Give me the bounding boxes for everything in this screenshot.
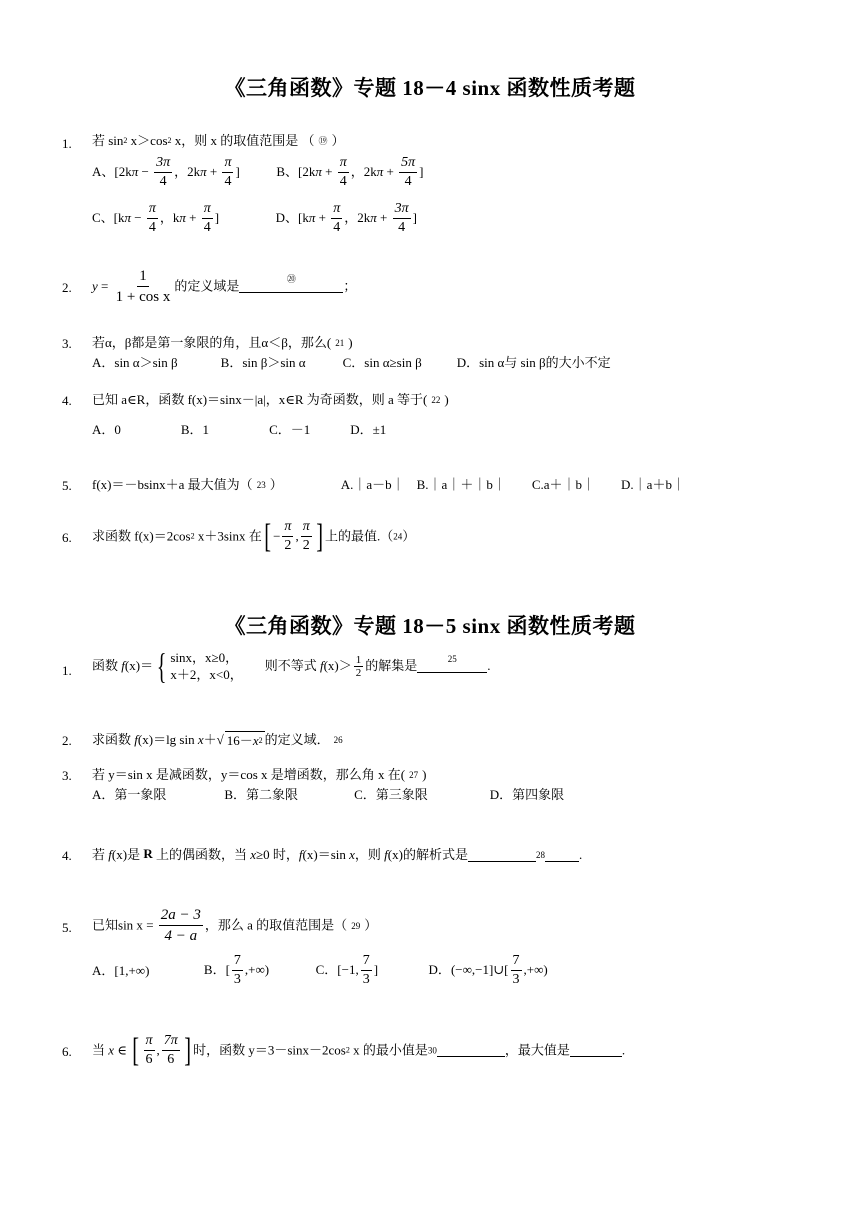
- q3-option-b: B．第二象限: [224, 787, 299, 803]
- answer-marker: 22: [431, 395, 441, 406]
- q6-number: 6.: [62, 1044, 72, 1059]
- q3-option-b: B．sin β＞sin α: [220, 355, 306, 371]
- q1-option-d: D、[kπ + $\frac{\pi}{4}$ ，2kπ + $\frac{3\pi}{4}$ ]: [275, 201, 417, 235]
- q1-number: 1.: [62, 663, 72, 678]
- q1-option-a: A、[2kπ − $\frac{3\pi}{4}$ ，2kπ + $\frac{\pi}{4}$ ]: [92, 155, 240, 189]
- q5-option-d: D．(−∞,−1]∪[ $\frac{7}{3}$ ,+∞): [428, 953, 548, 987]
- q3-options: [92, 354, 611, 371]
- q5-stem: 已知sin x = $\frac{2a - 3}{4 - a}$ ，那么 a 的取值范围是（ 29 ）: [92, 907, 378, 944]
- q5-option-a: A.｜a－b｜: [340, 477, 405, 493]
- q3-stem: 若 y＝sin x 是减函数，y＝cos x 是增函数，那么角 x 在( 27 ): [92, 767, 427, 783]
- q4-stem: 已知 a∈R，函数 f(x)＝sinx－|a|，x∈R 为奇函数，则 a 等于( 22 ): [92, 392, 449, 408]
- q2-number: 2.: [62, 733, 72, 748]
- q5-options: [92, 952, 548, 989]
- answer-marker: 27: [409, 770, 419, 781]
- q3-option-c: C．sin α≥sin β: [342, 355, 422, 371]
- q2-stem: 求函数 f(x)＝lg sin x＋√ 16－x2 的定义域． 26: [92, 732, 343, 749]
- q4-stem: 若 f(x)是 R 上的偶函数，当 x≥0 时，f(x)＝sin x，则 f(x)的解析式是 28 .: [92, 846, 583, 863]
- answer-marker: 24: [393, 531, 403, 542]
- q6-number: 6.: [62, 530, 72, 545]
- q5-number: 5.: [62, 920, 72, 935]
- q5-option-b: B.｜a｜＋｜b｜: [416, 477, 506, 493]
- q1-options-row-1: [92, 154, 423, 191]
- q5-option-c: C.a＋｜b｜: [531, 477, 596, 493]
- q3-number: 3.: [62, 768, 72, 783]
- answer-marker: 26: [333, 735, 343, 746]
- q3-option-a: A．第一象限: [92, 787, 167, 803]
- q1-stem: 若 sin2 x＞cos2 x，则 x 的取值范围是 （ ⑲ ）: [92, 133, 345, 149]
- answer-marker: 30: [427, 1045, 437, 1056]
- q1-option-b: B、[2kπ + $\frac{\pi}{4}$ ，2kπ + $\frac{5\pi}{4}$ ]: [276, 155, 424, 189]
- q6-stem: 求函数 f(x)＝2cos2 x＋3sinx 在[ − $\frac{\pi}{2}$ , $\frac{\pi}{2}$ ] 上的最值.（24）: [92, 517, 416, 555]
- q5-option-a: A．[1,+∞): [92, 963, 150, 978]
- q3-option-d: D．第四象限: [489, 787, 565, 803]
- q4-option-b: B．1: [180, 422, 210, 438]
- q4-number: 4.: [62, 848, 72, 863]
- answer-marker: 25: [447, 653, 457, 664]
- q3-option-c: C．第三象限: [354, 787, 428, 803]
- q3-number: 3.: [62, 336, 72, 351]
- q4-option-c: C．－1: [269, 422, 311, 438]
- q5-option-b: B．[ $\frac{7}{3}$ ,+∞): [203, 953, 270, 987]
- answer-marker: ⑳: [286, 274, 296, 284]
- section-1-title: 《三角函数》专题 18－4 sinx 函数性质考题: [224, 76, 636, 100]
- q5-option-d: D.｜a＋b｜: [621, 477, 685, 493]
- answer-marker: ⑲: [318, 136, 328, 147]
- q5-option-c: C．[−1, $\frac{7}{3}$ ]: [315, 953, 379, 987]
- q3-option-a: A．sin α＞sin β: [92, 355, 178, 371]
- answer-marker: 29: [351, 920, 361, 931]
- q4-option-a: A．0: [92, 422, 121, 438]
- q2-stem: y = $\frac{1}{\text{1 + cos x}}$ 的定义域是 ⑳ ；: [92, 268, 357, 305]
- q1-stem: 函数 f(x)＝ { sinx，x≥0， x＋2，x<0， 则不等式 f(x)＞ $\frac{1}{2}$ 的解集是 25 .: [92, 646, 491, 686]
- q4-options: [92, 421, 386, 438]
- q5-number: 5.: [62, 478, 72, 493]
- section-2-title: 《三角函数》专题 18－5 sinx 函数性质考题: [224, 614, 636, 638]
- q2-number: 2.: [62, 280, 72, 295]
- answer-marker: 28: [535, 850, 545, 861]
- q3-options: [92, 786, 564, 803]
- q5-stem: f(x)＝－bsinx＋a 最大值为（ 23 ） A.｜a－b｜ B.｜a｜＋｜b｜ C.a＋｜b｜ D.｜a＋b｜: [92, 477, 685, 493]
- q1-options-row-2: [92, 200, 417, 237]
- q1-number: 1.: [62, 136, 72, 151]
- q3-option-d: D．sin α与 sin β的大小不定: [456, 355, 611, 371]
- answer-marker: 21: [335, 338, 345, 349]
- q3-stem: 若α，β都是第一象限的角，且α＜β，那么( 21 ): [92, 335, 353, 351]
- q6-stem: 当 x ∈ [ $\frac{\pi}{6}$ , $\frac{7\pi}{6}$ ] 时，函数 y＝3－sinx－2cos2 x 的最小值是30 ，最大值是 .: [92, 1031, 626, 1069]
- q1-option-c: C、[kπ − $\frac{\pi}{4}$ ，kπ + $\frac{\pi}{4}$ ]: [92, 201, 220, 235]
- q4-option-d: D．±1: [350, 422, 387, 438]
- q4-number: 4.: [62, 393, 72, 408]
- answer-marker: 23: [256, 480, 266, 491]
